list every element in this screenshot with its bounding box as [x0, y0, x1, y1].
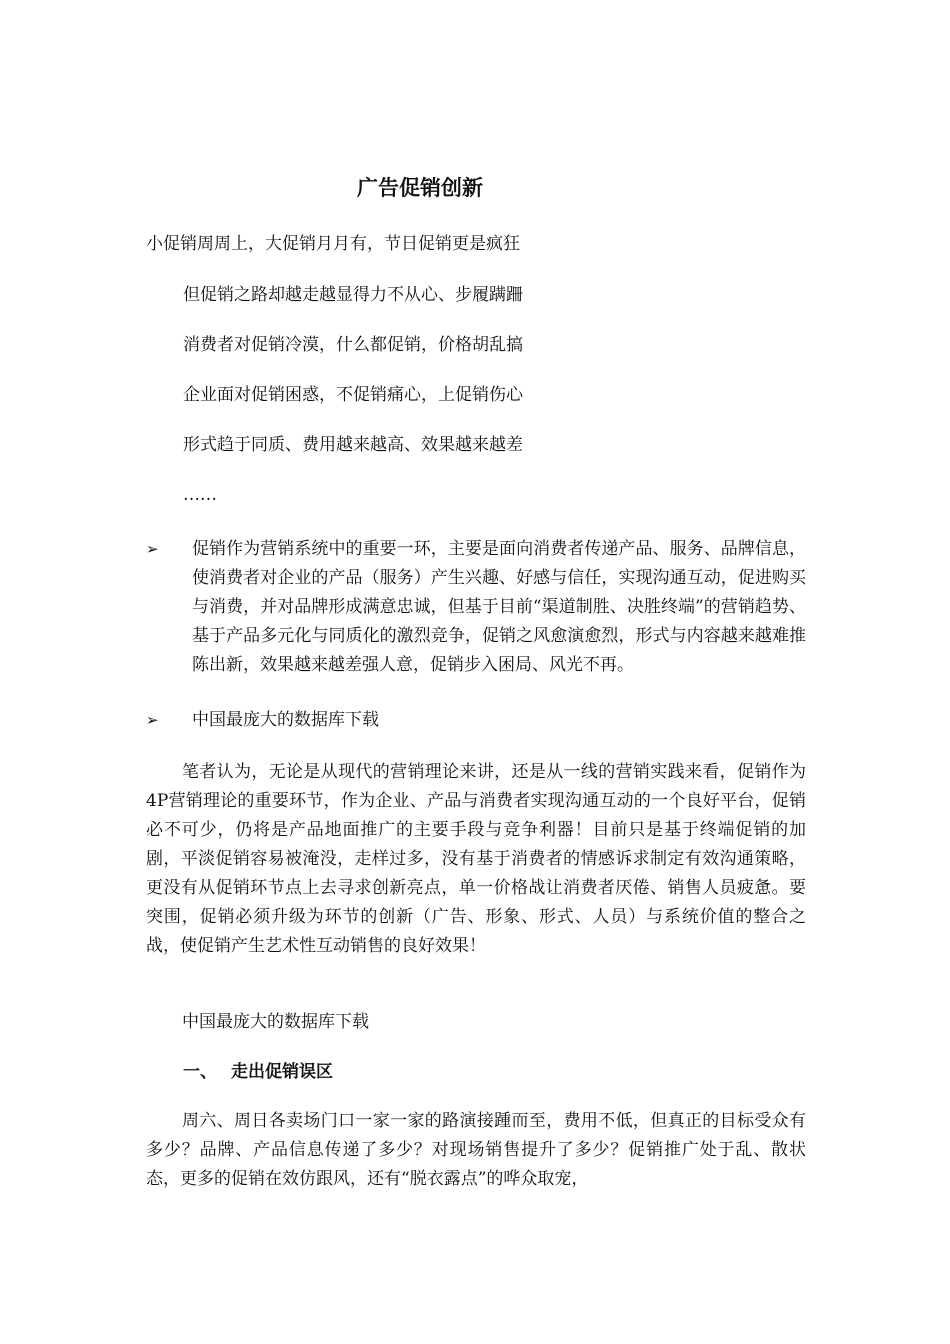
- bullet-text-1: 促销作为营销系统中的重要一环，主要是面向消费者传递产品、服务、品牌信息，使消费者对企业的产品（服务）产生兴趣、好感与信任，实现沟通互动，促进购买与消费，并对品牌形成满意忠诚，但基于目前“渠道制胜、决胜终端”的营销趋势、基于产品多元化与同质化的激烈竞争，促销之风愈演愈烈，形式与内容越来越难推陈出新，效果越来越差强人意，促销步入困局、风光不再。: [192, 539, 806, 675]
- section-title: 走出促销误区: [231, 1062, 333, 1082]
- arrow-bullet-icon: ➢: [146, 711, 159, 729]
- document-title: 广告促销创新: [357, 176, 483, 200]
- bullet-item-1: [146, 535, 806, 680]
- intro-line-3: 消费者对促销冷漠，什么都促销，价格胡乱搞: [183, 335, 523, 355]
- bullet-text-2: 中国最庞大的数据库下载: [192, 710, 379, 730]
- section-heading-1: [183, 1058, 333, 1086]
- intro-line-2: 但促销之路却越走越显得力不从心、步履蹒跚: [183, 285, 523, 305]
- paragraph-2: 中国最庞大的数据库下载: [182, 1012, 369, 1032]
- paragraph-1: 笔者认为，无论是从现代的营销理论来讲，还是从一线的营销实践来看，促销作为4P营销理论的重要环节，作为企业、产品与消费者实现沟通互动的一个良好平台，促销必不可少，仍将是产品地面推广的主要手段与竞争利器！目前只是基于终端促销的加剧，平淡促销容易被淹没，走样过多，没有基于消费者的情感诉求制定有效沟通策略，更没有从促销环节点上去寻求创新亮点，单一价格战让消费者厌倦、销售人员疲惫。要突围，促销必须升级为环节的创新（广告、形象、形式、人员）与系统价值的整合之战，使促销产生艺术性互动销售的良好效果！: [146, 762, 806, 956]
- intro-line-5: 形式趋于同质、费用越来越高、效果越来越差: [183, 435, 523, 455]
- section-number: 一、: [183, 1062, 217, 1082]
- intro-ellipsis: ……: [183, 485, 217, 505]
- paragraph-3: 周六、周日各卖场门口一家一家的路演接踵而至，费用不低，但真正的目标受众有多少？品牌、产品信息传递了多少？对现场销售提升了多少？促销推广处于乱、散状态，更多的促销在效仿跟风，还有“脱衣露点”的哗众取宠，: [146, 1111, 806, 1189]
- bullet-item-2: [146, 706, 806, 735]
- intro-line-4: 企业面对促销困惑，不促销痛心，上促销伤心: [183, 385, 523, 405]
- arrow-bullet-icon: ➢: [146, 540, 159, 558]
- intro-line-1: 小促销周周上，大促销月月有，节日促销更是疯狂: [146, 234, 520, 254]
